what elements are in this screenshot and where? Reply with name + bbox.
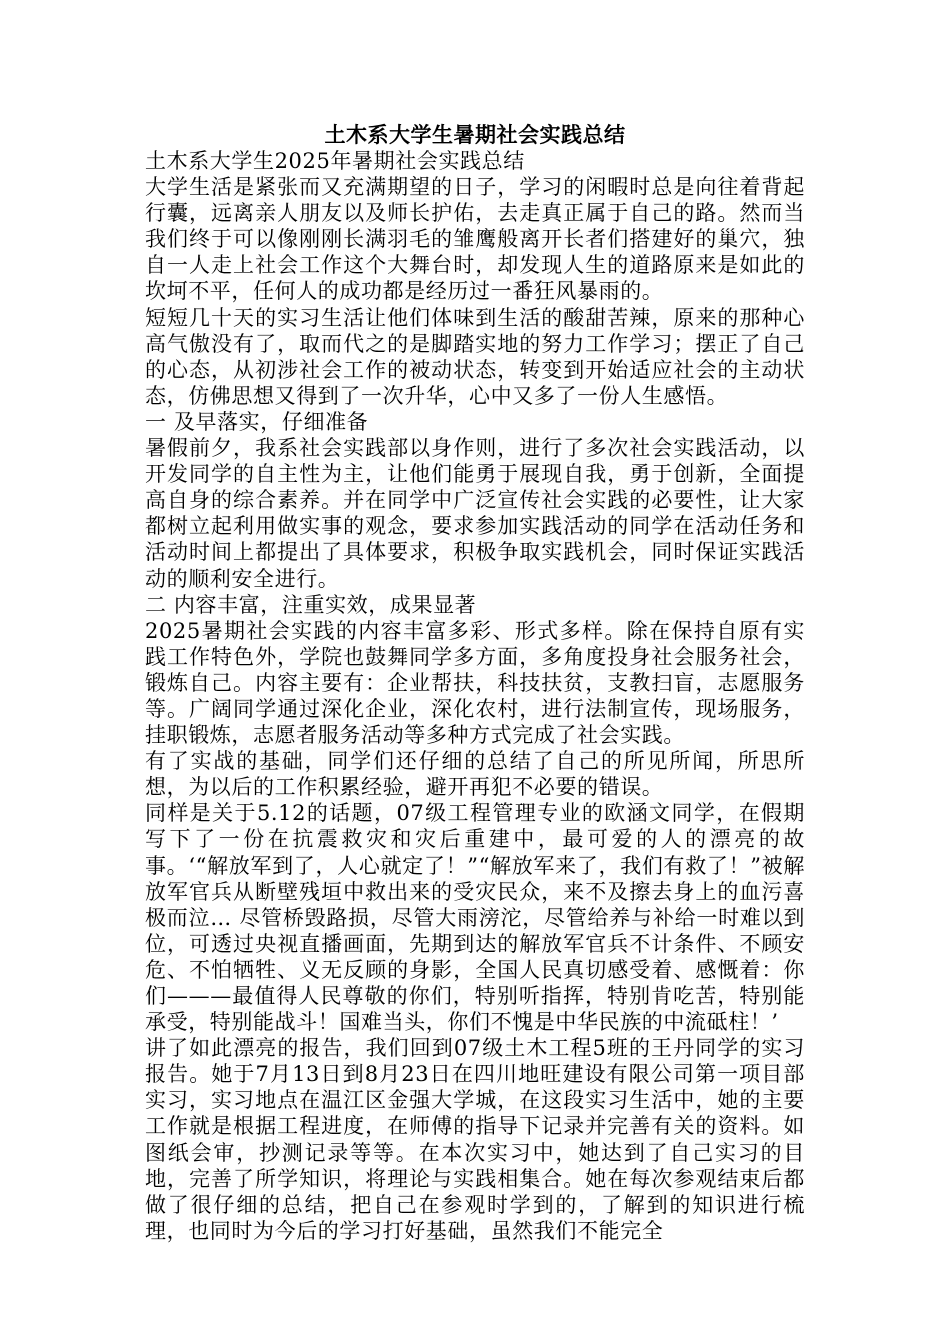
paragraph-preparation: 暑假前夕，我系社会实践部以身作则，进行了多次社会实践活动，以开发同学的自主性为主，让他们能勇于展现自我，勇于创新，全面提高自身的综合素养。并在同学中广泛宣传社会实践的必要性，让大家都树立起利用做实事的观念，要求参加实践活动的同学在活动任务和活动时间上都提出了具体要求，积极争取实践机会，同时保证实践活动的顺利安全进行。 bbox=[145, 436, 805, 591]
document-title: 土木系大学生暑期社会实践总结 bbox=[324, 123, 626, 147]
paragraph-story: 同样是关于5.12的话题，07级工程管理专业的欧涵文同学，在假期写下了一份在抗震救灾和灾后重建中，最可爱的人的漂亮的故事。‘“解放军到了，人心就定了！”“解放军来了，我们有救了！”被解放军官兵从断壁残垣中救出来的受灾民众，来不及擦去身上的血污喜极而泣… 尽管桥毁路损，尽管大雨滂沱，尽管给养与补给一时难以到位，可透过央视直播画面，先期到达的解放军官兵不计条件、不顾安危、不怕牺牲、义无反顾的身影，全国人民真切感受着、感慨着：你们———最值得人民尊敬的你们，特别听指挥，特别肯吃苦，特别能承受，特别能战斗！国难当头，你们不愧是中华民族的中流砥柱！’ bbox=[145, 801, 805, 1035]
section-heading-2: 二 内容丰富，注重实效，成果显著 bbox=[145, 592, 477, 617]
paragraph-intro: 大学生活是紧张而又充满期望的日子，学习的闲暇时总是向往着背起行囊，远离亲人朋友以及师长护佑，去走真正属于自己的路。然而当我们终于可以像刚刚长满羽毛的雏鹰般离开长者们搭建好的巢穴，独自一人走上社会工作这个大舞台时，却发现人生的道路原来是如此的坎坷不平，任何人的成功都是经历过一番狂风暴雨的。 bbox=[145, 175, 805, 304]
paragraph-content: 2025暑期社会实践的内容丰富多彩、形式多样。除在保持自原有实践工作特色外，学院也鼓舞同学多方面，多角度投身社会服务社会，锻炼自己。内容主要有：企业帮扶，科技扶贫，支教扫盲，志愿服务等。广阔同学通过深化企业，深化农村，进行法制宣传，现场服务，挂职锻炼，志愿者服务活动等多种方式完成了社会实践。 bbox=[145, 618, 805, 748]
document-body bbox=[145, 148, 805, 1244]
paragraph-report: 讲了如此漂亮的报告，我们回到07级土木工程5班的王丹同学的实习报告。她于7月13日到8月23日在四川地旺建设有限公司第一项目部实习，实习地点在温江区金强大学城，在这段实习生活中，她的主要工作就是根据工程进度，在师傅的指导下记录并完善有关的资料。如图纸会审，抄测记录等等。在本次实习中，她达到了自己实习的目地，完善了所学知识，将理论与实践相集合。她在每次参观结束后都做了很仔细的总结，把自己在参观时学到的，了解到的知识进行梳理，也同时为今后的学习打好基础，虽然我们不能完全 bbox=[145, 1036, 805, 1243]
subtitle-line: 土木系大学生2025年暑期社会实践总结 bbox=[145, 149, 525, 173]
paragraph-internship-feelings: 短短几十天的实习生活让他们体味到生活的酸甜苦辣，原来的那种心高气傲没有了，取而代之的是脚踏实地的努力工作学习；摆正了自己的心态，从初涉社会工作的被动状态，转变到开始适应社会的主动状态，仿佛思想又得到了一次升华，心中又多了一份人生感悟。 bbox=[145, 305, 805, 408]
section-heading-1: 一 及早落实，仔细准备 bbox=[145, 409, 369, 434]
paragraph-summary: 有了实战的基础，同学们还仔细的总结了自己的所见所闻，所思所想，为以后的工作积累经验，避开再犯不必要的错误。 bbox=[145, 749, 805, 800]
